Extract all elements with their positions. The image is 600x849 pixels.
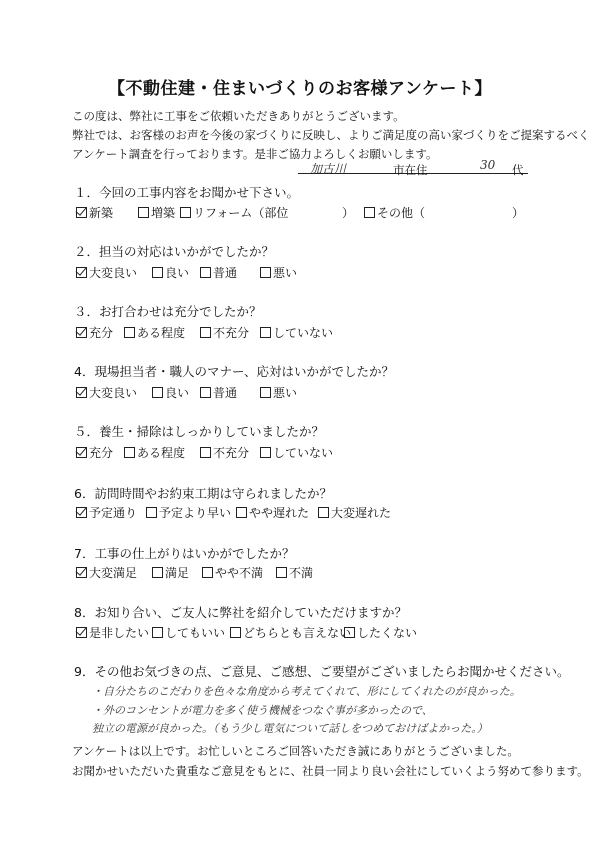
checkbox-icon[interactable] (124, 327, 135, 338)
checkbox-icon[interactable] (152, 387, 163, 398)
checkbox-icon[interactable] (152, 627, 163, 638)
q2-option-3[interactable]: 普通 (200, 264, 237, 281)
q8-option-2[interactable]: してもいい (152, 624, 225, 641)
question-8-title: 8．お知り合い、ご友人に弊社を紹介していただけますか？ (74, 605, 407, 620)
q3-option-3[interactable]: 不充分 (200, 324, 249, 341)
q4-option-3[interactable]: 普通 (200, 384, 237, 401)
q2-option-1[interactable]: 大変良い (76, 264, 137, 281)
q5-option-4[interactable]: していない (260, 444, 333, 461)
q7-option-3[interactable]: やや不満 (202, 564, 263, 581)
checkbox-icon[interactable] (200, 387, 211, 398)
question-5-title: ５．養生・掃除はしっかりしていましたか？ (74, 424, 325, 439)
checkbox-icon[interactable] (260, 267, 271, 278)
closing-line-2: お聞かせいただいた貴重なご意見をもとに、社員一同より良い会社にしていくよう努めて参ります。 (72, 764, 589, 778)
q6-option-2[interactable]: 予定より早い (146, 504, 231, 521)
q4-option-2[interactable]: 良い (152, 384, 189, 401)
survey-title: 【不動住建・住まいづくりのお客様アンケート】 (108, 79, 492, 99)
q8-option-4[interactable]: したくない (344, 624, 417, 641)
checkbox-checked-icon[interactable] (76, 627, 87, 638)
comment-line-2[interactable]: ・外のコンセントが電力を多く使う機械をつなぐ事が多かったので、 (92, 704, 433, 717)
intro-line-2: 弊社では、お客様のお声を今後の家づくりに反映し、よりご満足度の高い家づくりをご提案するべく (72, 128, 590, 142)
checkbox-icon[interactable] (344, 627, 355, 638)
q2-option-4[interactable]: 悪い (260, 264, 297, 281)
residence-age[interactable]: 30 (480, 158, 496, 172)
q7-option-4[interactable]: 不満 (276, 564, 313, 581)
q1-other-paren-close: ） (512, 206, 525, 220)
q1-option-zouchiku[interactable]: 増築 (138, 204, 175, 221)
q6-option-1[interactable]: 予定通り (76, 504, 137, 521)
question-9-title: 9．その他お気づきの点、ご意見、ご感想、ご要望がございましたらお聞かせください。 (74, 664, 570, 679)
checkbox-icon[interactable] (200, 327, 211, 338)
question-3-title: ３．お打合わせは充分でしたか？ (74, 304, 262, 319)
q7-option-1[interactable]: 大変満足 (76, 564, 137, 581)
question-6-title: 6．訪問時間やお約束工期は守られましたか？ (74, 486, 332, 501)
question-7-title: 7．工事の仕上がりはいかがでしたか？ (74, 546, 295, 561)
checkbox-icon[interactable] (260, 387, 271, 398)
q5-option-2[interactable]: ある程度 (124, 444, 185, 461)
intro-line-1: この度は、弊社に工事をご依頼いただきありがとうございます。 (72, 109, 405, 123)
question-2-title: ２．担当の対応はいかがでしたか？ (74, 244, 275, 259)
checkbox-icon[interactable] (318, 507, 329, 518)
checkbox-checked-icon[interactable] (76, 507, 87, 518)
checkbox-icon[interactable] (138, 207, 149, 218)
checkbox-icon[interactable] (200, 267, 211, 278)
checkbox-icon[interactable] (236, 507, 247, 518)
q1-option-other[interactable]: その他（ (364, 204, 425, 221)
residence-city[interactable]: 加古川 (310, 162, 347, 176)
residence-age-suffix: 代 (512, 163, 524, 177)
checkbox-checked-icon[interactable] (76, 267, 87, 278)
checkbox-icon[interactable] (146, 507, 157, 518)
q5-option-1[interactable]: 充分 (76, 444, 113, 461)
checkbox-icon[interactable] (260, 327, 271, 338)
q1-option-shinchiku[interactable]: 新築 (76, 204, 113, 221)
checkbox-icon[interactable] (180, 207, 191, 218)
q3-option-2[interactable]: ある程度 (124, 324, 185, 341)
q8-option-3[interactable]: どちらとも言えない (230, 624, 351, 641)
q1-reform-paren-close: ） (342, 206, 355, 220)
q5-option-3[interactable]: 不充分 (200, 444, 249, 461)
checkbox-icon[interactable] (260, 447, 271, 458)
intro-line-3: アンケート調査を行っております。是非ご協力よろしくお願いします。 (72, 147, 438, 161)
q4-option-1[interactable]: 大変良い (76, 384, 137, 401)
q6-option-3[interactable]: やや遅れた (236, 504, 309, 521)
question-1-title: １．今回の工事内容をお聞かせ下さい。 (74, 185, 300, 200)
checkbox-checked-icon[interactable] (76, 387, 87, 398)
checkbox-icon[interactable] (152, 267, 163, 278)
checkbox-checked-icon[interactable] (76, 447, 87, 458)
checkbox-icon[interactable] (152, 567, 163, 578)
checkbox-icon[interactable] (200, 447, 211, 458)
comment-line-3[interactable]: 独立の電源が良かった。（もう少し電気について話しをつめておけばよかった。） (92, 722, 488, 735)
checkbox-icon[interactable] (124, 447, 135, 458)
closing-line-1: アンケートは以上です。お忙しいところご回答いただき誠にありがとうございました。 (72, 744, 519, 758)
checkbox-icon[interactable] (202, 567, 213, 578)
q1-option-reform[interactable]: リフォーム（部位 (180, 204, 288, 221)
q3-option-4[interactable]: していない (260, 324, 333, 341)
question-4-title: 4．現場担当者・職人のマナー、応対はいかがでしたか？ (74, 364, 394, 379)
q8-option-1[interactable]: 是非したい (76, 624, 149, 641)
checkbox-icon[interactable] (230, 627, 241, 638)
checkbox-checked-icon[interactable] (76, 207, 87, 218)
q7-option-2[interactable]: 満足 (152, 564, 189, 581)
checkbox-checked-icon[interactable] (76, 327, 87, 338)
q4-option-4[interactable]: 悪い (260, 384, 297, 401)
checkbox-checked-icon[interactable] (76, 567, 87, 578)
q6-option-4[interactable]: 大変遅れた (318, 504, 391, 521)
comment-line-1[interactable]: ・自分たちのこだわりを色々な角度から考えてくれて、形にしてくれたのが良かった。 (92, 685, 521, 698)
q3-option-1[interactable]: 充分 (76, 324, 113, 341)
checkbox-icon[interactable] (276, 567, 287, 578)
residence-city-suffix: 市在住 (393, 163, 428, 177)
checkbox-icon[interactable] (364, 207, 375, 218)
q2-option-2[interactable]: 良い (152, 264, 189, 281)
